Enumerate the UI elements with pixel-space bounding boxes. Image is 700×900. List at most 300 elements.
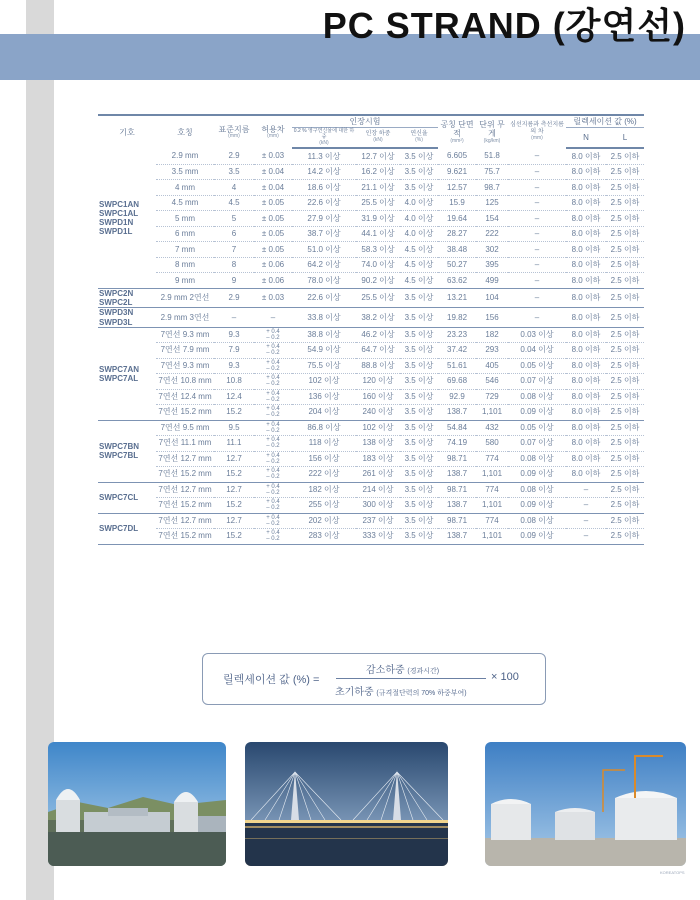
cell-weight: 293 <box>476 343 508 359</box>
cell-weight: 1,101 <box>476 467 508 483</box>
cell-proof-load: 75.5 이상 <box>292 358 356 374</box>
cell-max-load: 138 이상 <box>356 436 400 452</box>
cell-tolerance: + 0.4 – 0.2 <box>254 389 292 405</box>
cell-diameter: 15.2 <box>214 467 254 483</box>
relaxation-formula <box>202 653 546 705</box>
cell-elongation: 3.5 이상 <box>400 358 438 374</box>
cell-diameter: 15.2 <box>214 498 254 514</box>
cell-diameter-difference: – <box>508 195 566 211</box>
cell-elongation: 3.5 이상 <box>400 467 438 483</box>
cell-diameter-difference: – <box>508 148 566 164</box>
cell-proof-load: 283 이상 <box>292 529 356 545</box>
cell-max-load: 58.3 이상 <box>356 242 400 258</box>
photo-credit: KOREATOPS <box>660 870 685 875</box>
cell-grade: SWPC7DL <box>98 513 156 544</box>
cell-relaxation-l: 2.5 이하 <box>606 195 644 211</box>
cell-name: 2.9 mm 2연선 <box>156 288 214 307</box>
cell-max-load: 90.2 이상 <box>356 273 400 289</box>
cell-grade: SWPC1AN SWPC1AL SWPD1N SWPD1L <box>98 148 156 288</box>
header-area: 공칭 단면적 (mm²) <box>438 115 476 148</box>
cell-tolerance: ± 0.06 <box>254 273 292 289</box>
cell-max-load: 261 이상 <box>356 467 400 483</box>
cell-max-load: 214 이상 <box>356 482 400 498</box>
cell-relaxation-l: 2.5 이하 <box>606 343 644 359</box>
cell-proof-load: 255 이상 <box>292 498 356 514</box>
cell-area: 19.64 <box>438 211 476 227</box>
cell-area: 138.7 <box>438 405 476 421</box>
cell-diameter: 15.2 <box>214 405 254 421</box>
cell-diameter-difference: – <box>508 226 566 242</box>
cell-weight: 405 <box>476 358 508 374</box>
cell-elongation: 3.5 이상 <box>400 513 438 529</box>
spec-table-body <box>98 148 644 544</box>
cell-tolerance: ± 0.05 <box>254 195 292 211</box>
cell-relaxation-n: – <box>566 513 606 529</box>
cell-proof-load: 136 이상 <box>292 389 356 405</box>
table-row <box>98 195 644 211</box>
cell-diameter: 2.9 <box>214 148 254 164</box>
photo-lng-storage-tanks <box>485 742 686 866</box>
table-row <box>98 164 644 180</box>
cell-weight: 156 <box>476 308 508 327</box>
cell-tolerance: + 0.4 – 0.2 <box>254 482 292 498</box>
cell-grade: SWPD3N SWPD3L <box>98 308 156 327</box>
cell-proof-load: 156 이상 <box>292 451 356 467</box>
cell-area: 37.42 <box>438 343 476 359</box>
cell-elongation: 3.5 이상 <box>400 308 438 327</box>
cell-proof-load: 18.6 이상 <box>292 180 356 196</box>
page-title: PC STRAND (강연선) <box>322 5 686 46</box>
cell-diameter: 10.8 <box>214 374 254 390</box>
formula-multiplier: × 100 <box>491 671 519 683</box>
cell-tolerance: + 0.4 – 0.2 <box>254 467 292 483</box>
cell-proof-load: 51.0 이상 <box>292 242 356 258</box>
cell-tolerance: ± 0.05 <box>254 211 292 227</box>
cell-proof-load: 204 이상 <box>292 405 356 421</box>
cell-area: 92.9 <box>438 389 476 405</box>
cell-relaxation-n: 8.0 이하 <box>566 288 606 307</box>
cell-proof-load: 27.9 이상 <box>292 211 356 227</box>
table-row <box>98 420 644 436</box>
cell-relaxation-n: 8.0 이하 <box>566 273 606 289</box>
cell-area: 138.7 <box>438 498 476 514</box>
table-row <box>98 358 644 374</box>
cell-max-load: 102 이상 <box>356 420 400 436</box>
cell-relaxation-n: 8.0 이하 <box>566 374 606 390</box>
cell-proof-load: 64.2 이상 <box>292 257 356 273</box>
cell-tolerance: + 0.4 – 0.2 <box>254 451 292 467</box>
cell-relaxation-n: 8.0 이하 <box>566 257 606 273</box>
cell-area: 138.7 <box>438 467 476 483</box>
formula-numerator: 감소하중 (경과시간) <box>366 665 440 676</box>
cell-elongation: 3.5 이상 <box>400 436 438 452</box>
cell-diameter-difference: 0.09 이상 <box>508 498 566 514</box>
cell-relaxation-l: 2.5 이하 <box>606 529 644 545</box>
cell-area: 12.57 <box>438 180 476 196</box>
table-row <box>98 389 644 405</box>
cell-weight: 154 <box>476 211 508 227</box>
cell-diameter-difference: 0.04 이상 <box>508 343 566 359</box>
cell-diameter-difference: 0.07 이상 <box>508 374 566 390</box>
cell-weight: 395 <box>476 257 508 273</box>
cell-tolerance: + 0.4 – 0.2 <box>254 513 292 529</box>
cell-relaxation-n: 8.0 이하 <box>566 389 606 405</box>
cell-max-load: 46.2 이상 <box>356 327 400 343</box>
table-row <box>98 467 644 483</box>
cell-tolerance: ± 0.05 <box>254 242 292 258</box>
cell-relaxation-l: 2.5 이하 <box>606 358 644 374</box>
cell-tolerance: + 0.4 – 0.2 <box>254 343 292 359</box>
table-row <box>98 242 644 258</box>
cell-elongation: 4.0 이상 <box>400 226 438 242</box>
cell-max-load: 25.5 이상 <box>356 288 400 307</box>
cell-diameter-difference: 0.07 이상 <box>508 436 566 452</box>
cell-relaxation-l: 2.5 이하 <box>606 498 644 514</box>
cell-weight: 1,101 <box>476 529 508 545</box>
cell-weight: 182 <box>476 327 508 343</box>
cell-relaxation-n: – <box>566 482 606 498</box>
cell-diameter: – <box>214 308 254 327</box>
cell-diameter-difference: 0.05 이상 <box>508 420 566 436</box>
cell-area: 50.27 <box>438 257 476 273</box>
cell-elongation: 3.5 이상 <box>400 451 438 467</box>
cell-relaxation-n: 8.0 이하 <box>566 195 606 211</box>
cell-elongation: 4.5 이상 <box>400 257 438 273</box>
cell-relaxation-l: 2.5 이하 <box>606 327 644 343</box>
cell-max-load: 237 이상 <box>356 513 400 529</box>
formula-label: 릴렉세이션 값 (%) = <box>223 674 320 686</box>
cell-weight: 774 <box>476 451 508 467</box>
cell-weight: 499 <box>476 273 508 289</box>
cell-name: 7연선 12.7 mm <box>156 513 214 529</box>
cell-area: 28.27 <box>438 226 476 242</box>
cell-name: 7연선 9.5 mm <box>156 420 214 436</box>
cell-diameter-difference: – <box>508 180 566 196</box>
cell-relaxation-l: 2.5 이하 <box>606 164 644 180</box>
cell-relaxation-n: 8.0 이하 <box>566 327 606 343</box>
header-relaxation: 릴렉세이션 값 (%) <box>566 115 644 128</box>
cell-relaxation-n: 8.0 이하 <box>566 308 606 327</box>
cell-max-load: 44.1 이상 <box>356 226 400 242</box>
cell-tolerance: + 0.4 – 0.2 <box>254 498 292 514</box>
cell-elongation: 3.5 이상 <box>400 405 438 421</box>
cell-weight: 302 <box>476 242 508 258</box>
cell-tolerance: ± 0.05 <box>254 226 292 242</box>
cell-weight: 1,101 <box>476 498 508 514</box>
cell-relaxation-n: – <box>566 529 606 545</box>
cell-area: 54.84 <box>438 420 476 436</box>
table-row <box>98 451 644 467</box>
cell-tolerance: + 0.4 – 0.2 <box>254 327 292 343</box>
cell-diameter: 9.3 <box>214 327 254 343</box>
spec-table <box>98 114 644 545</box>
header-tolerance: 허용차 (mm) <box>254 115 292 148</box>
cell-diameter: 9.3 <box>214 358 254 374</box>
cell-name: 5 mm <box>156 211 214 227</box>
header-elongation: 연신율 (%) <box>400 128 438 149</box>
cell-max-load: 88.8 이상 <box>356 358 400 374</box>
cell-proof-load: 22.6 이상 <box>292 288 356 307</box>
cell-max-load: 333 이상 <box>356 529 400 545</box>
cell-max-load: 21.1 이상 <box>356 180 400 196</box>
cell-relaxation-n: 8.0 이하 <box>566 211 606 227</box>
cell-max-load: 183 이상 <box>356 451 400 467</box>
header-grade: 기호 <box>98 115 156 148</box>
photo-cable-stayed-bridge <box>245 742 448 866</box>
cell-area: 69.68 <box>438 374 476 390</box>
cell-diameter: 7 <box>214 242 254 258</box>
cell-weight: 104 <box>476 288 508 307</box>
cell-proof-load: 202 이상 <box>292 513 356 529</box>
cell-tolerance: + 0.4 – 0.2 <box>254 436 292 452</box>
cell-elongation: 3.5 이상 <box>400 389 438 405</box>
cell-weight: 98.7 <box>476 180 508 196</box>
cell-name: 7연선 12.4 mm <box>156 389 214 405</box>
table-row <box>98 211 644 227</box>
cell-area: 38.48 <box>438 242 476 258</box>
cell-name: 9 mm <box>156 273 214 289</box>
cell-proof-load: 222 이상 <box>292 467 356 483</box>
cell-relaxation-l: 2.5 이하 <box>606 308 644 327</box>
cell-proof-load: 38.7 이상 <box>292 226 356 242</box>
cell-relaxation-l: 2.5 이하 <box>606 242 644 258</box>
cell-name: 7연선 12.7 mm <box>156 451 214 467</box>
cell-name: 8 mm <box>156 257 214 273</box>
cell-diameter: 4.5 <box>214 195 254 211</box>
cell-relaxation-l: 2.5 이하 <box>606 257 644 273</box>
photo-nuclear-power-plant <box>48 742 226 866</box>
cell-weight: 774 <box>476 513 508 529</box>
cell-proof-load: 11.3 이상 <box>292 148 356 164</box>
cell-area: 98.71 <box>438 513 476 529</box>
table-row <box>98 498 644 514</box>
cell-relaxation-l: 2.5 이하 <box>606 374 644 390</box>
cell-diameter: 9 <box>214 273 254 289</box>
cell-elongation: 3.5 이상 <box>400 498 438 514</box>
cell-name: 7연선 15.2 mm <box>156 498 214 514</box>
cell-tolerance: + 0.4 – 0.2 <box>254 374 292 390</box>
cell-max-load: 12.7 이상 <box>356 148 400 164</box>
cell-relaxation-l: 2.5 이하 <box>606 436 644 452</box>
cell-relaxation-l: 2.5 이하 <box>606 273 644 289</box>
cell-elongation: 3.5 이상 <box>400 327 438 343</box>
cell-diameter: 12.7 <box>214 451 254 467</box>
cell-diameter-difference: 0.08 이상 <box>508 513 566 529</box>
cell-tolerance: + 0.4 – 0.2 <box>254 529 292 545</box>
table-row <box>98 343 644 359</box>
cell-diameter-difference: 0.08 이상 <box>508 451 566 467</box>
cell-area: 9.621 <box>438 164 476 180</box>
cell-diameter-difference: – <box>508 164 566 180</box>
cell-proof-load: 54.9 이상 <box>292 343 356 359</box>
cell-tolerance: + 0.4 – 0.2 <box>254 405 292 421</box>
cell-relaxation-l: 2.5 이하 <box>606 226 644 242</box>
header-weight: 단위 무게 (kg/km) <box>476 115 508 148</box>
cell-name: 7연선 15.2 mm <box>156 405 214 421</box>
cell-diameter: 3.5 <box>214 164 254 180</box>
cell-weight: 222 <box>476 226 508 242</box>
table-row <box>98 374 644 390</box>
cell-area: 98.71 <box>438 451 476 467</box>
cell-diameter: 5 <box>214 211 254 227</box>
cell-diameter: 7.9 <box>214 343 254 359</box>
cell-relaxation-n: 8.0 이하 <box>566 405 606 421</box>
cell-tolerance: – <box>254 308 292 327</box>
cell-weight: 432 <box>476 420 508 436</box>
cell-diameter-difference: 0.08 이상 <box>508 389 566 405</box>
table-row <box>98 148 644 164</box>
cell-max-load: 38.2 이상 <box>356 308 400 327</box>
cell-proof-load: 38.8 이상 <box>292 327 356 343</box>
header-nominal-diameter: 표준지름 (mm) <box>214 115 254 148</box>
cell-relaxation-n: 8.0 이하 <box>566 164 606 180</box>
cell-area: 19.82 <box>438 308 476 327</box>
header-relaxation-l: L <box>606 128 644 149</box>
cell-relaxation-n: – <box>566 498 606 514</box>
formula-numerator-note: (경과시간) <box>407 668 440 675</box>
cell-relaxation-n: 8.0 이하 <box>566 358 606 374</box>
cell-name: 7연선 9.3 mm <box>156 358 214 374</box>
cell-diameter: 6 <box>214 226 254 242</box>
cell-diameter-difference: – <box>508 308 566 327</box>
cell-proof-load: 86.8 이상 <box>292 420 356 436</box>
cell-elongation: 3.5 이상 <box>400 374 438 390</box>
cell-diameter: 15.2 <box>214 529 254 545</box>
cell-relaxation-l: 2.5 이하 <box>606 513 644 529</box>
header-diameter-difference: 심선지름과 측선지름의 차 (mm) <box>508 115 566 148</box>
cell-weight: 75.7 <box>476 164 508 180</box>
cell-max-load: 74.0 이상 <box>356 257 400 273</box>
cell-elongation: 3.5 이상 <box>400 482 438 498</box>
cell-weight: 51.8 <box>476 148 508 164</box>
cell-grade: SWPC7AN SWPC7AL <box>98 327 156 420</box>
cell-weight: 774 <box>476 482 508 498</box>
cell-proof-load: 78.0 이상 <box>292 273 356 289</box>
cell-relaxation-l: 2.5 이하 <box>606 180 644 196</box>
cell-relaxation-l: 2.5 이하 <box>606 389 644 405</box>
cell-name: 7연선 11.1 mm <box>156 436 214 452</box>
cell-relaxation-l: 2.5 이하 <box>606 148 644 164</box>
table-row <box>98 226 644 242</box>
cell-diameter-difference: 0.08 이상 <box>508 482 566 498</box>
cell-elongation: 3.5 이상 <box>400 288 438 307</box>
cell-name: 3.5 mm <box>156 164 214 180</box>
cell-area: 138.7 <box>438 529 476 545</box>
cell-diameter-difference: – <box>508 242 566 258</box>
cell-weight: 729 <box>476 389 508 405</box>
cell-diameter-difference: – <box>508 273 566 289</box>
cell-area: 13.21 <box>438 288 476 307</box>
cell-weight: 546 <box>476 374 508 390</box>
cell-relaxation-l: 2.5 이하 <box>606 420 644 436</box>
cell-max-load: 64.7 이상 <box>356 343 400 359</box>
cell-elongation: 3.5 이상 <box>400 148 438 164</box>
cell-relaxation-n: 8.0 이하 <box>566 180 606 196</box>
cell-max-load: 240 이상 <box>356 405 400 421</box>
cell-name: 2.9 mm <box>156 148 214 164</box>
cell-name: 7연선 12.7 mm <box>156 482 214 498</box>
table-row <box>98 513 644 529</box>
cell-grade: SWPC7BN SWPC7BL <box>98 420 156 482</box>
cell-tolerance: ± 0.03 <box>254 148 292 164</box>
cell-elongation: 4.5 이상 <box>400 273 438 289</box>
table-row <box>98 482 644 498</box>
cell-elongation: 3.5 이상 <box>400 180 438 196</box>
cell-relaxation-n: 8.0 이하 <box>566 467 606 483</box>
cell-diameter-difference: 0.09 이상 <box>508 405 566 421</box>
cell-relaxation-n: 8.0 이하 <box>566 451 606 467</box>
cell-proof-load: 182 이상 <box>292 482 356 498</box>
cell-area: 23.23 <box>438 327 476 343</box>
cell-proof-load: 14.2 이상 <box>292 164 356 180</box>
cell-relaxation-n: 8.0 이하 <box>566 343 606 359</box>
cell-elongation: 4.0 이상 <box>400 211 438 227</box>
cell-relaxation-l: 2.5 이하 <box>606 288 644 307</box>
cell-elongation: 4.5 이상 <box>400 242 438 258</box>
header-max-load: 인장 하중 (kN) <box>356 128 400 149</box>
cell-name: 7 mm <box>156 242 214 258</box>
formula-denominator: 초기하중 (규격절단력의 70% 하중부여) <box>335 687 467 698</box>
cell-relaxation-l: 2.5 이하 <box>606 482 644 498</box>
table-row <box>98 273 644 289</box>
cell-name: 4 mm <box>156 180 214 196</box>
cell-area: 15.9 <box>438 195 476 211</box>
cell-relaxation-n: 8.0 이하 <box>566 420 606 436</box>
cell-max-load: 16.2 이상 <box>356 164 400 180</box>
cell-diameter-difference: – <box>508 257 566 273</box>
cell-name: 6 mm <box>156 226 214 242</box>
cell-tolerance: ± 0.04 <box>254 164 292 180</box>
cell-elongation: 3.5 이상 <box>400 529 438 545</box>
cell-relaxation-n: 8.0 이하 <box>566 242 606 258</box>
header-tensile-test: 인장시험 <box>292 115 438 128</box>
cell-diameter: 12.7 <box>214 513 254 529</box>
table-row <box>98 529 644 545</box>
cell-diameter-difference: – <box>508 288 566 307</box>
cell-area: 98.71 <box>438 482 476 498</box>
cell-name: 7연선 7.9 mm <box>156 343 214 359</box>
table-row <box>98 327 644 343</box>
cell-name: 7연선 15.2 mm <box>156 467 214 483</box>
table-row <box>98 436 644 452</box>
cell-proof-load: 33.8 이상 <box>292 308 356 327</box>
cell-diameter-difference: 0.09 이상 <box>508 467 566 483</box>
cell-elongation: 3.5 이상 <box>400 420 438 436</box>
cell-weight: 580 <box>476 436 508 452</box>
cell-relaxation-l: 2.5 이하 <box>606 405 644 421</box>
fraction-line <box>336 678 486 679</box>
cell-diameter: 9.5 <box>214 420 254 436</box>
cell-name: 4.5 mm <box>156 195 214 211</box>
formula-denominator-note: (규격절단력의 70% 하중부여) <box>376 690 467 697</box>
cell-relaxation-l: 2.5 이하 <box>606 451 644 467</box>
cell-max-load: 25.5 이상 <box>356 195 400 211</box>
cell-diameter: 12.7 <box>214 482 254 498</box>
cell-name: 7연선 10.8 mm <box>156 374 214 390</box>
cell-diameter-difference: – <box>508 211 566 227</box>
cell-diameter: 8 <box>214 257 254 273</box>
cell-relaxation-n: 8.0 이하 <box>566 148 606 164</box>
cell-diameter: 4 <box>214 180 254 196</box>
cell-diameter-difference: 0.05 이상 <box>508 358 566 374</box>
cell-proof-load: 102 이상 <box>292 374 356 390</box>
table-row <box>98 257 644 273</box>
cell-area: 74.19 <box>438 436 476 452</box>
table-row <box>98 405 644 421</box>
table-row <box>98 308 644 327</box>
cell-weight: 1,101 <box>476 405 508 421</box>
cell-max-load: 300 이상 <box>356 498 400 514</box>
